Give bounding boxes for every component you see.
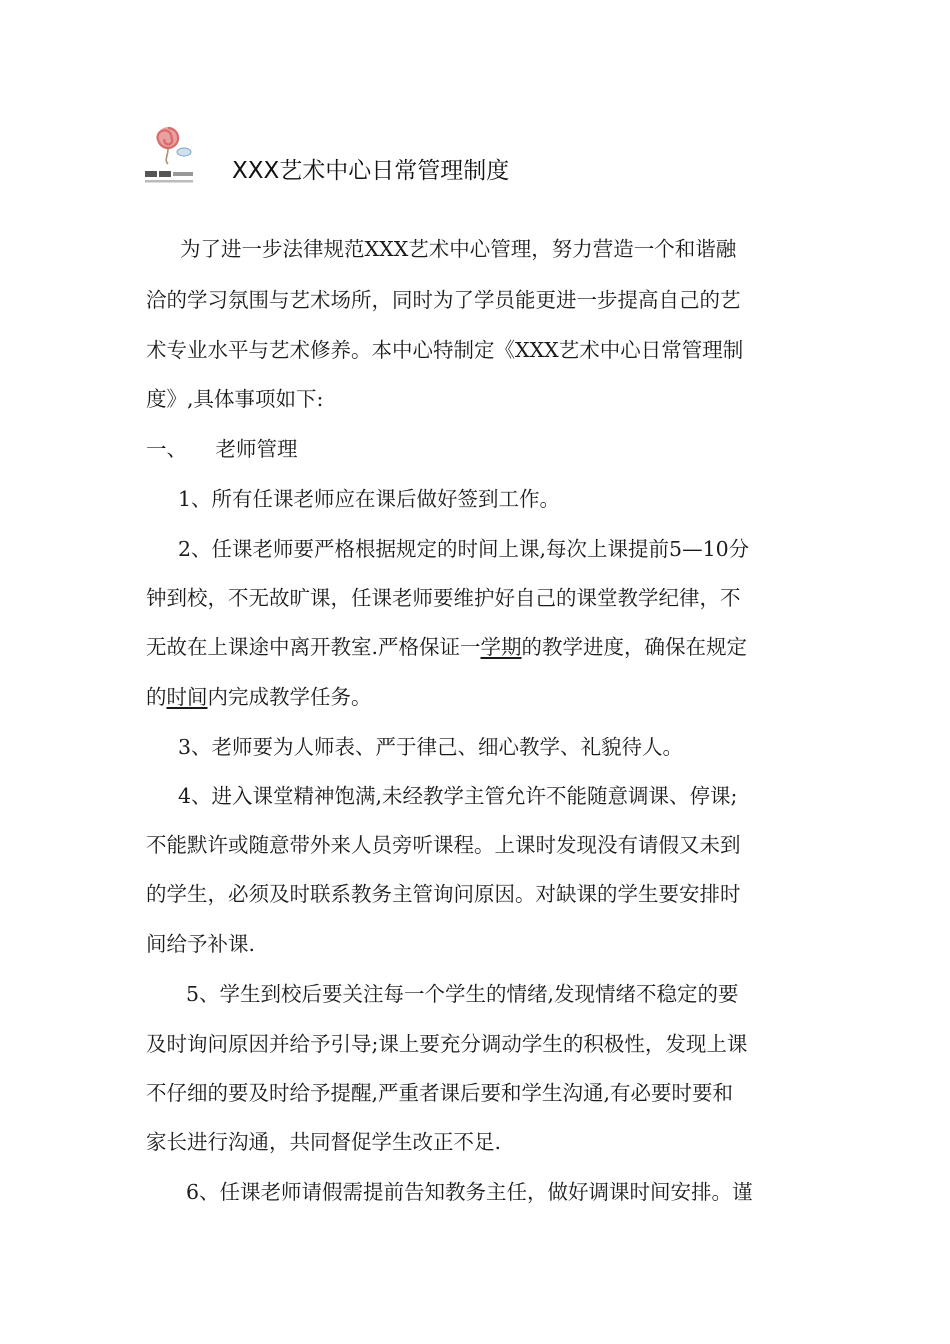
paragraph-line: 洽的学习氛围与艺术场所，同时为了学员能更进一步提高自己的艺 (146, 288, 741, 312)
list-item: 2、任课老师要严格根据规定的时间上课,每次上课提前5—10分 (178, 537, 750, 561)
list-item: 5、学生到校后要关注每一个学生的情绪,发现情绪不稳定的要 (186, 982, 739, 1006)
paragraph-line: 不能默许或随意带外来人员旁听课程。上课时发现没有请假又未到 (146, 833, 741, 857)
paragraph-line: 间给予补课. (146, 932, 256, 956)
swirl-lollipop-logo-icon (142, 124, 198, 186)
paragraph-line: 不仔细的要及时给予提醒,严重者课后要和学生沟通,有必要时要和 (146, 1081, 734, 1105)
paragraph-line: 术专业水平与艺术修养。本中心特制定《XXX艺术中心日常管理制 (146, 338, 744, 362)
text-run: 的 (146, 685, 167, 709)
paragraph-line: 为了进一步法律规范XXX艺术中心管理，努力营造一个和谐融 (180, 237, 737, 261)
list-item: 1、所有任课老师应在课后做好签到工作。 (178, 487, 561, 511)
text-run: 内完成教学任务。 (207, 685, 372, 709)
underlined-term: 学期 (480, 635, 522, 659)
list-item: 4、进入课堂精神饱满,未经教学主管允许不能随意调课、停课; (178, 784, 738, 808)
underlined-term: 时间 (166, 685, 208, 709)
section-heading (146, 435, 298, 463)
document-title: XXX艺术中心日常管理制度 (232, 158, 510, 184)
list-item: 3、老师要为人师表、严于律己、细心教学、礼貌待人。 (178, 735, 684, 759)
text-run: 的教学进度，确保在规定 (521, 635, 748, 659)
section-number: 一、 (146, 437, 187, 461)
paragraph-line: 的学生，必须及时联系教务主管询问原因。对缺课的学生要安排时 (146, 882, 741, 906)
list-item: 6、任课老师请假需提前告知教务主任，做好调课时间安排。谨 (186, 1180, 753, 1204)
paragraph-line: 家长进行沟通，共同督促学生改正不足. (146, 1130, 502, 1154)
brand-logo (142, 124, 198, 186)
section-title: 老师管理 (215, 437, 298, 461)
paragraph-line: 度》,具体事项如下: (146, 387, 324, 411)
text-run: 无故在上课途中离开教室.严格保证一 (146, 635, 481, 659)
paragraph-line (146, 683, 372, 711)
paragraph-line (146, 633, 747, 661)
paragraph-line: 及时询问原因并给予引导;课上要充分调动学生的积极性，发现上课 (146, 1032, 748, 1056)
paragraph-line: 钟到校，不无故旷课，任课老师要维护好自己的课堂教学纪律，不 (146, 586, 741, 610)
